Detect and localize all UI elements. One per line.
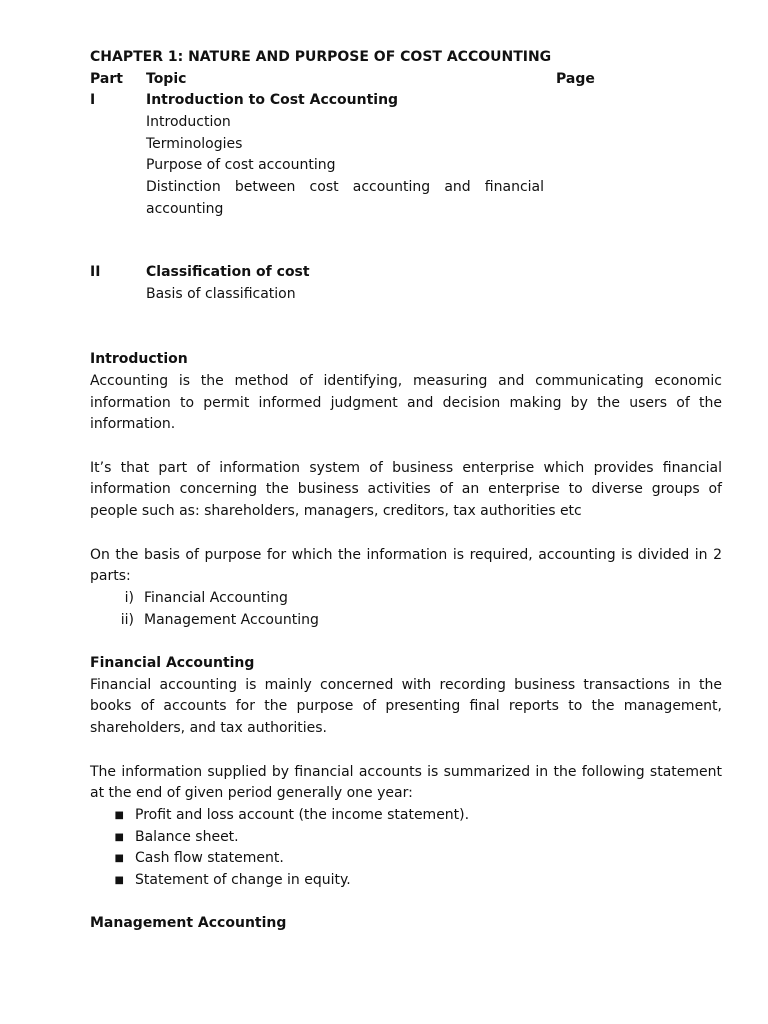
document-page: [90, 47, 722, 935]
paragraph: Accounting is the method of identifying, measuring and communicating economic information to permit informed judgment and decision making by the users of the information.: [90, 372, 722, 433]
section-heading-introduction: Introduction: [90, 351, 188, 368]
list-number: ii): [120, 611, 134, 628]
toc-part-title: Introduction to Cost Accounting: [146, 92, 399, 109]
financial-statements-list: [90, 805, 722, 892]
list-text: Balance sheet.: [135, 828, 239, 845]
list-text: Statement of change in equity.: [135, 871, 351, 888]
toc-subtopic: Introduction: [146, 114, 231, 131]
list-text: Profit and loss account (the income statement).: [135, 806, 470, 823]
list-item: [90, 588, 722, 610]
toc-header-topic: Topic: [146, 70, 187, 87]
list-item: [90, 870, 722, 892]
toc-header-page: Page: [556, 70, 595, 87]
section-heading-management-accounting: Management Accounting: [90, 915, 287, 932]
toc-part-numeral: II: [90, 264, 101, 281]
toc-header: [90, 69, 722, 91]
toc-part-numeral: I: [90, 92, 96, 109]
toc-subtopic: Purpose of cost accounting: [146, 157, 336, 174]
paragraph: Financial accounting is mainly concerned with recording business transactions in the books of accounts for the purpose of presenting final reports to the management, shareholders, and tax authorities.: [90, 676, 722, 737]
chapter-title: CHAPTER 1: NATURE AND PURPOSE OF COST ACCOUNTING: [90, 49, 552, 65]
square-bullet-icon: ■: [114, 809, 124, 821]
list-text: Cash flow statement.: [135, 850, 284, 867]
paragraph: On the basis of purpose for which the information is required, accounting is divided in 2 parts:: [90, 546, 722, 585]
section-heading-financial-accounting: Financial Accounting: [90, 655, 255, 672]
toc-header-part: Part: [90, 70, 123, 87]
square-bullet-icon: ■: [114, 831, 124, 843]
list-item: [90, 610, 722, 632]
list-text: Financial Accounting: [144, 589, 288, 606]
toc-part-row: [90, 90, 722, 112]
paragraph: The information supplied by financial accounts is summarized in the following statement at the end of given period generally one year:: [90, 763, 722, 802]
list-item: [90, 827, 722, 849]
list-text: Management Accounting: [144, 611, 319, 628]
toc-part-row: [90, 262, 722, 284]
toc-subtopic: Terminologies: [146, 135, 243, 152]
toc-part-title: Classification of cost: [146, 264, 310, 281]
square-bullet-icon: ■: [114, 853, 124, 865]
list-item: [90, 805, 722, 827]
list-item: [90, 848, 722, 870]
toc-subtopic: Basis of classification: [146, 285, 296, 302]
paragraph: It’s that part of information system of business enterprise which provides financial information concerning the business activities of an enterprise to diverse groups of people such as: shareholders, managers, creditors, tax authorities etc: [90, 459, 722, 520]
square-bullet-icon: ■: [114, 874, 124, 886]
toc-subtopic: Distinction between cost accounting and financial accounting: [146, 179, 544, 217]
accounting-types-list: [90, 588, 722, 631]
list-number: i): [124, 589, 134, 606]
